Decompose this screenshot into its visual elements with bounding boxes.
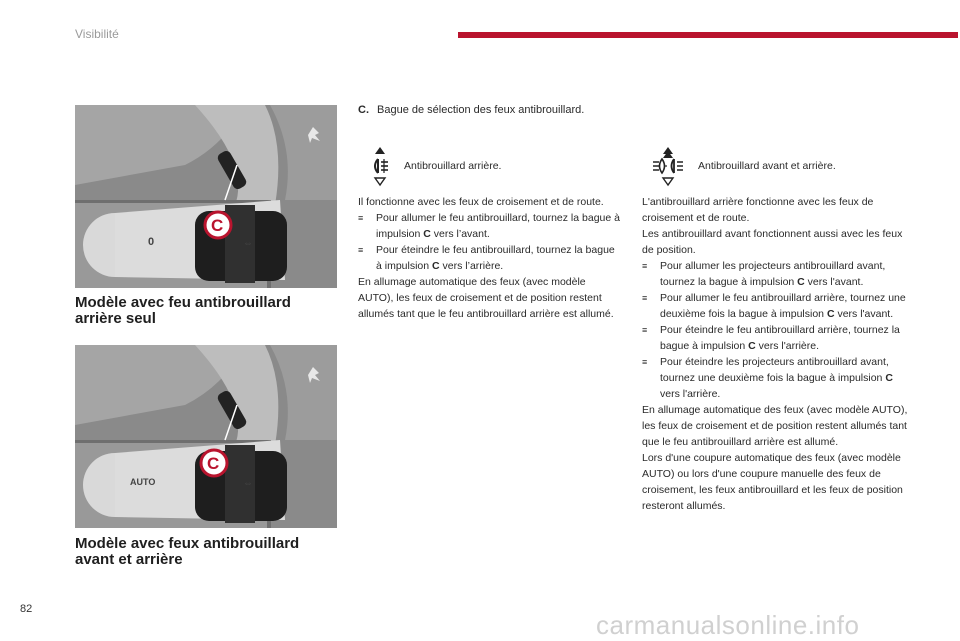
front-rear-fog-label: Antibrouillard avant et arrière. bbox=[698, 160, 836, 172]
svg-text:0: 0 bbox=[148, 236, 155, 248]
bullet-item: ≡ Pour allumer le feu antibrouillard, tournez la bague à impulsion C vers l’avant. bbox=[358, 212, 620, 240]
bullet-marker-icon: ≡ bbox=[358, 245, 364, 255]
bullet-item: ≡ Pour allumer les projecteurs antibrouillard avant, tournez la bague à impulsion C vers l'avant. bbox=[642, 260, 886, 288]
figure-front-rear-fog-stalk bbox=[75, 345, 337, 528]
auto-knob-label: AUTO bbox=[130, 477, 156, 487]
bullet-item: ≡ Pour éteindre le feu antibrouillard arrière, tournez la bague à impulsion C vers l'arrière. bbox=[642, 324, 900, 352]
paragraph: En allumage automatique des feux (avec modèle AUTO), les feux de croisement et de position restent allumés tant que le feu antibrouillard arrière est allumé. bbox=[642, 404, 908, 448]
svg-text:⇔: ⇔ bbox=[243, 478, 253, 489]
figure-rear-fog-stalk bbox=[75, 105, 337, 288]
rear-fog-label: Antibrouillard arrière. bbox=[404, 160, 502, 172]
paragraph: Il fonctionne avec les feux de croisement et de route. bbox=[358, 196, 604, 208]
bullet-item: ≡ Pour éteindre le feu antibrouillard, tournez la bague à impulsion C vers l’arrière. bbox=[358, 244, 615, 272]
paragraph: Les antibrouillard avant fonctionnent aussi avec les feux de position. bbox=[642, 228, 903, 256]
bullet-marker-icon: ≡ bbox=[642, 261, 648, 271]
bullet-marker-icon: ≡ bbox=[642, 325, 648, 335]
front-rear-fog-legend bbox=[650, 145, 836, 187]
caption-letter: C. bbox=[358, 104, 369, 116]
bullet-item: ≡ Pour allumer le feu antibrouillard arrière, tournez une deuxième fois la bague à impulsion C vers l'avant. bbox=[642, 292, 906, 320]
bullet-marker-icon: ≡ bbox=[642, 293, 648, 303]
watermark: carmanualsonline.info bbox=[596, 610, 860, 640]
caption-c bbox=[358, 104, 584, 116]
rear-fog-icon bbox=[368, 145, 392, 187]
caption-text: Bague de sélection des feux antibrouillard. bbox=[377, 104, 585, 116]
paragraph: L'antibrouillard arrière fonctionne avec les feux de croisement et de route. bbox=[642, 196, 874, 224]
svg-text:⇔: ⇔ bbox=[243, 238, 253, 249]
bullet-marker-icon: ≡ bbox=[358, 213, 364, 223]
callout-c-label: C bbox=[211, 216, 224, 235]
heading-front-rear: Modèle avec feux antibrouillard avant et arrière bbox=[75, 535, 300, 568]
bullet-marker-icon: ≡ bbox=[642, 357, 648, 367]
paragraph: En allumage automatique des feux (avec modèle AUTO), les feux de croisement et de position restent allumés tant que le feu antibrouillard arrière est allumé. bbox=[358, 276, 614, 320]
front-rear-fog-instructions bbox=[642, 194, 908, 514]
header-accent-bar bbox=[458, 32, 958, 38]
front-rear-fog-icon bbox=[650, 145, 686, 187]
bullet-item: ≡ Pour éteindre les projecteurs antibrouillard avant, tournez une deuxième fois la bague à impulsion C vers l'arrière. bbox=[642, 356, 893, 400]
section-title: Visibilité bbox=[75, 27, 119, 41]
rear-fog-legend bbox=[368, 145, 501, 187]
heading-rear-only: Modèle avec feu antibrouillard arrière seul bbox=[75, 294, 291, 327]
rear-fog-instructions bbox=[358, 194, 620, 322]
paragraph: Lors d'une coupure automatique des feux (avec modèle AUTO) ou lors d'une coupure manuelle des feux de croisement, les feux antibrouillard et les feux de position resteront allumés. bbox=[642, 452, 903, 512]
page-number: 82 bbox=[20, 603, 33, 615]
callout-c-label: C bbox=[207, 454, 220, 473]
